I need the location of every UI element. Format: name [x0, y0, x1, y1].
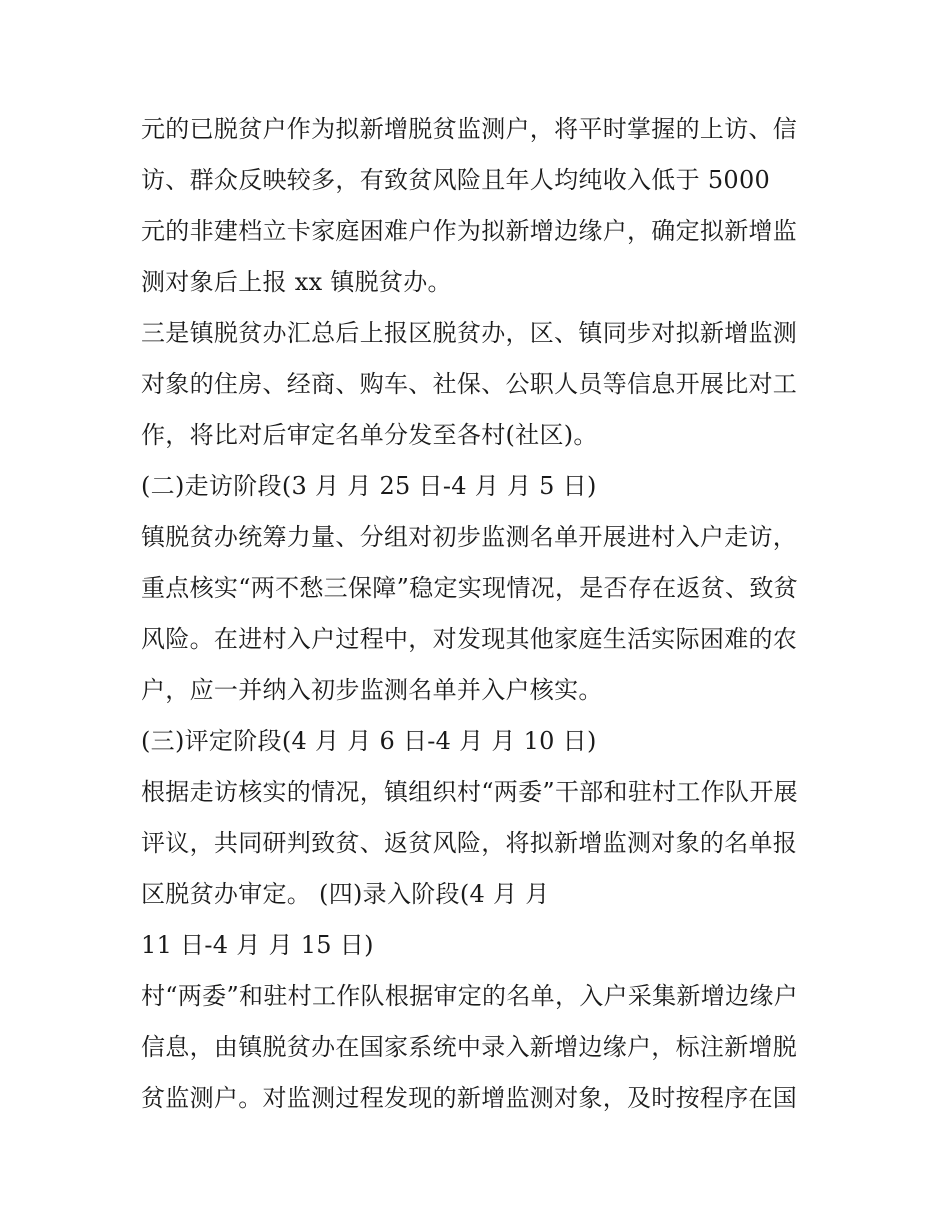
text-line: 访、群众反映较多，有致贫风险且年人均纯收入低于 5000: [141, 166, 771, 194]
text-line: 作，将比对后审定名单分发至各村(社区)。: [141, 421, 598, 449]
text-line: 根据走访核实的情况，镇组织村“两委”干部和驻村工作队开展: [141, 778, 798, 806]
text-line: 贫监测户。对监测过程发现的新增监测对象，及时按程序在国: [141, 1084, 798, 1112]
section-heading: 11 日-4 月 月 15 日): [141, 931, 374, 959]
text-line: 评议，共同研判致贫、返贫风险，将拟新增监测对象的名单报: [141, 829, 798, 857]
text-line: 区脱贫办审定。 (四)录入阶段(4 月 月: [141, 880, 550, 908]
text-line: 镇脱贫办统筹力量、分组对初步监测名单开展进村入户走访，: [141, 523, 798, 551]
text-line: 风险。在进村入户过程中，对发现其他家庭生活实际困难的农: [141, 625, 798, 653]
text-line: 三是镇脱贫办汇总后上报区脱贫办，区、镇同步对拟新增监测: [141, 319, 798, 347]
text-line: 重点核实“两不愁三保障”稳定实现情况，是否存在返贫、致贫: [141, 574, 798, 602]
text-line: 村“两委”和驻村工作队根据审定的名单，入户采集新增边缘户: [141, 982, 798, 1010]
section-heading: (二)走访阶段(3 月 月 25 日-4 月 月 5 日): [141, 472, 597, 500]
text-line: 元的非建档立卡家庭困难户作为拟新增边缘户，确定拟新增监: [141, 217, 798, 245]
section-heading: (三)评定阶段(4 月 月 6 日-4 月 月 10 日): [141, 727, 597, 755]
text-line: 元的已脱贫户作为拟新增脱贫监测户，将平时掌握的上访、信: [141, 115, 798, 143]
document-body: [141, 104, 841, 1124]
text-line: 信息，由镇脱贫办在国家系统中录入新增边缘户，标注新增脱: [141, 1033, 798, 1061]
text-line: 测对象后上报 xx 镇脱贫办。: [141, 268, 452, 296]
text-line: 户，应一并纳入初步监测名单并入户核实。: [141, 676, 603, 704]
text-line: 对象的住房、经商、购车、社保、公职人员等信息开展比对工: [141, 370, 798, 398]
